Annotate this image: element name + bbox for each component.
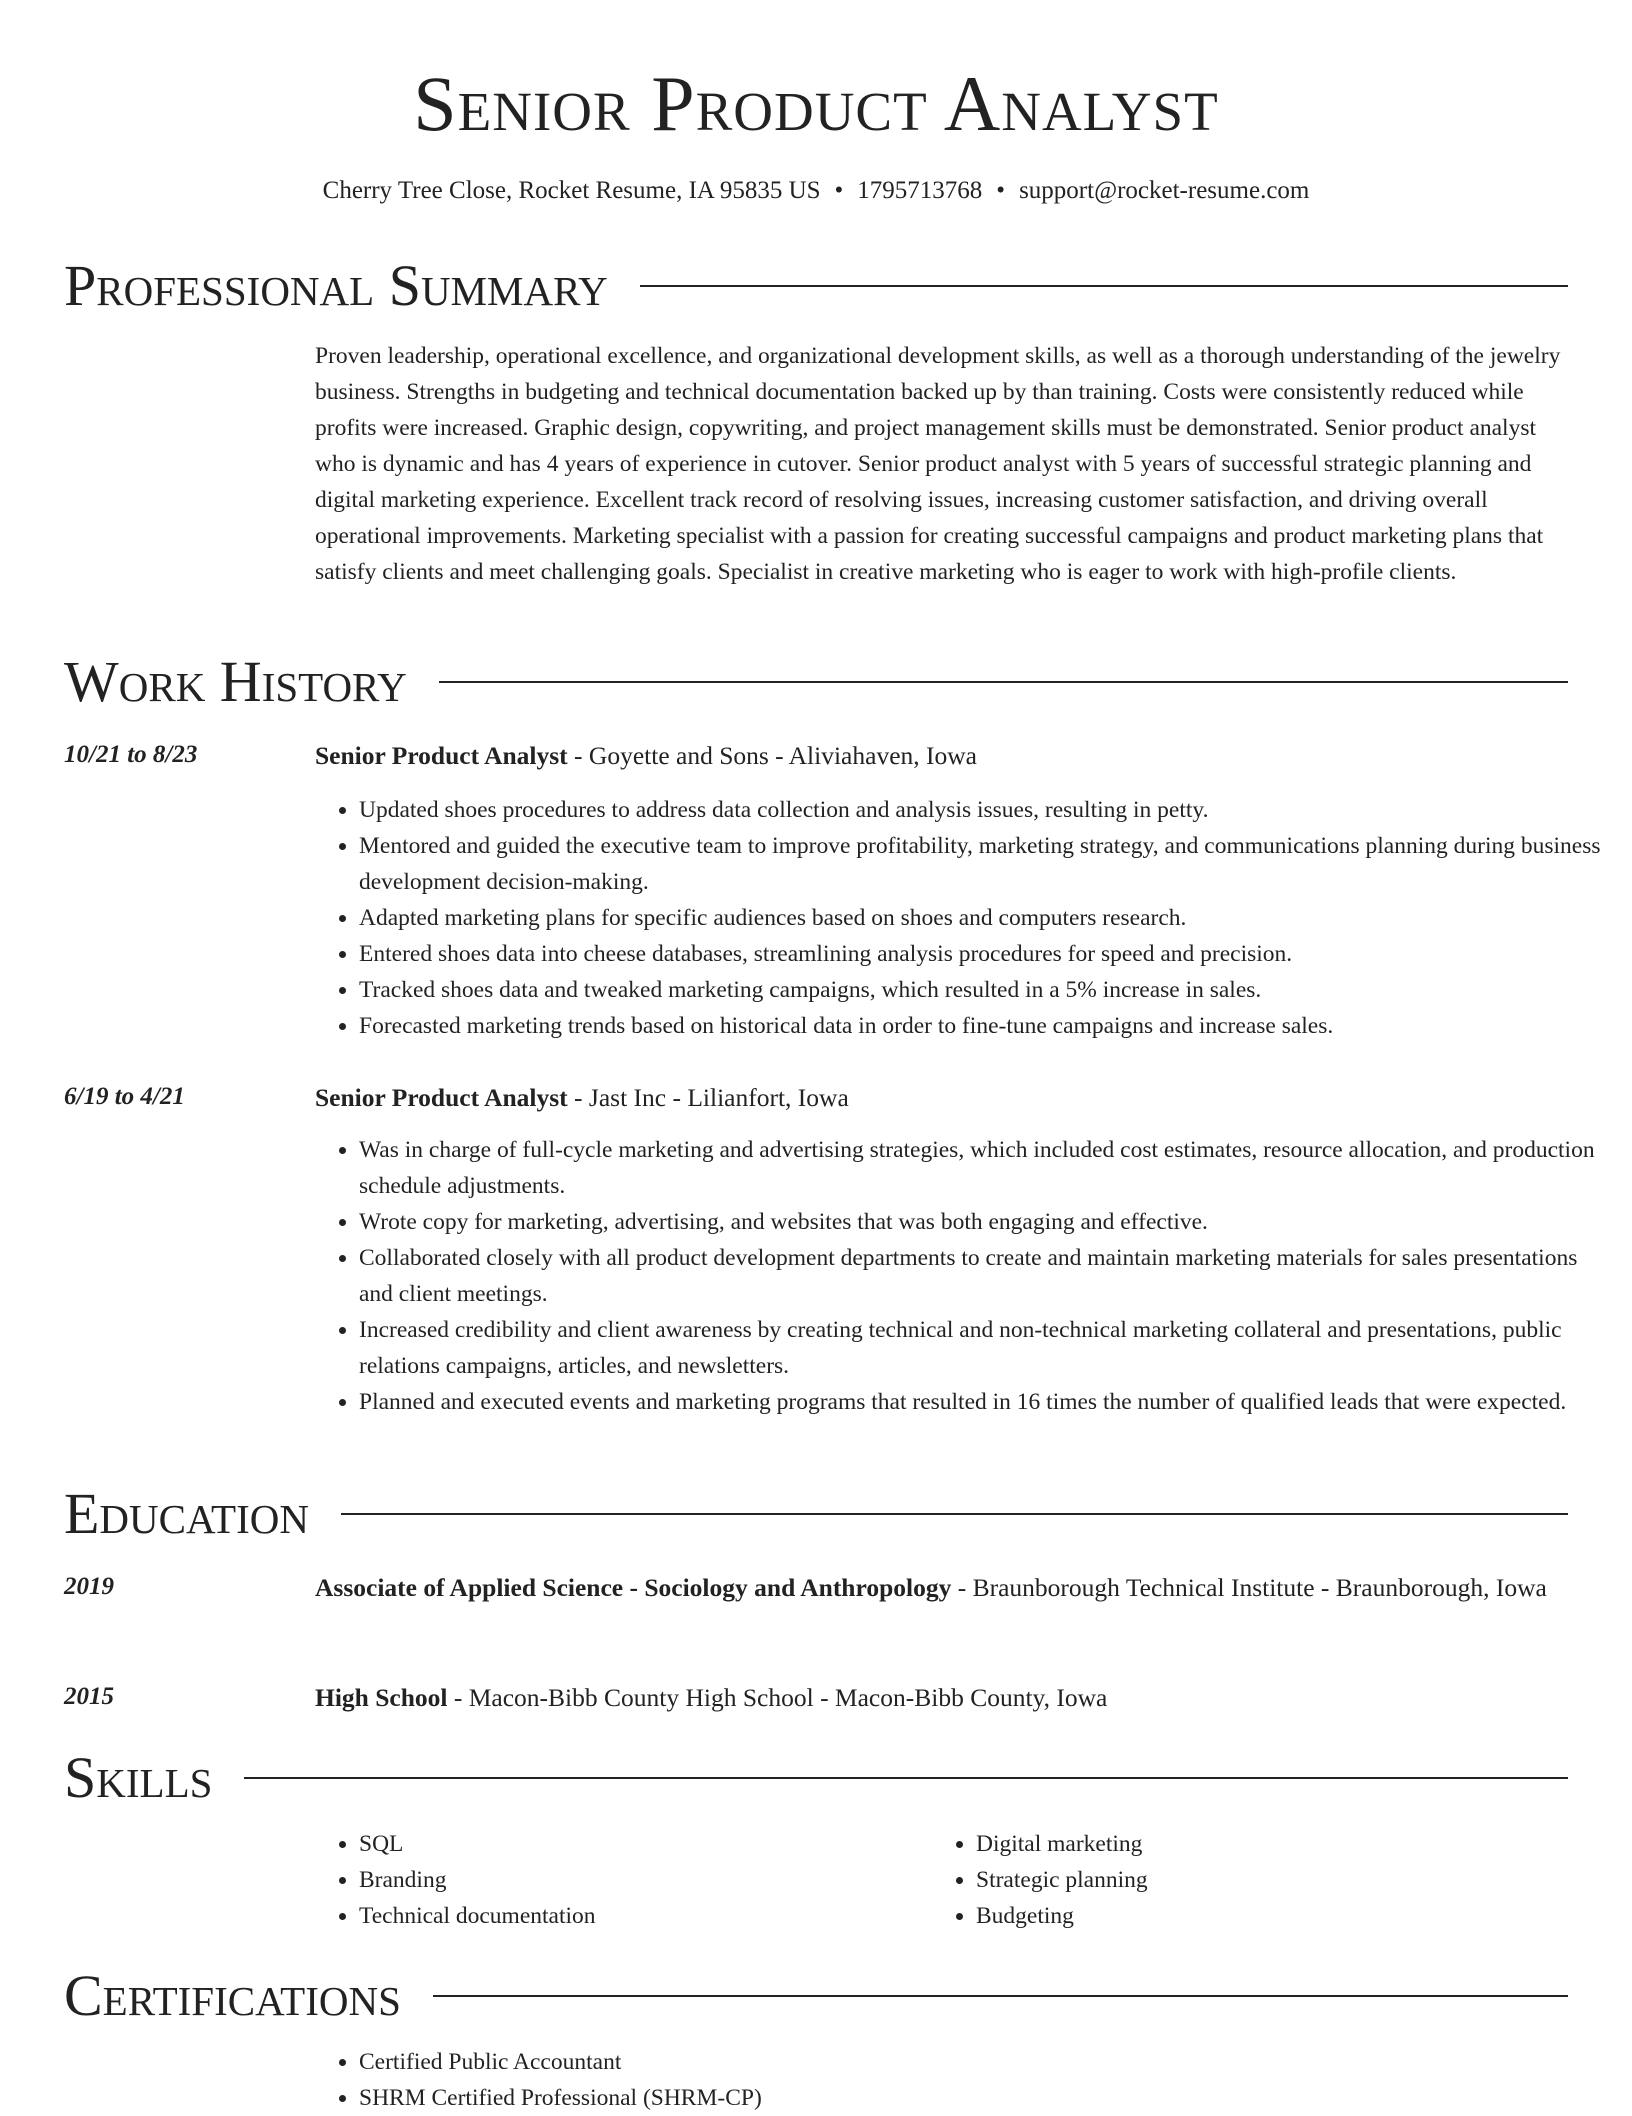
job-dates: 6/19 to 4/21 [64,1083,185,1110]
job-bullet-list [315,792,1617,1044]
job-title-line [315,1078,1568,1118]
education-details: - Braunborough Technical Institute - Braunborough, Iowa [951,1573,1547,1602]
education-line [315,1678,1568,1718]
job-bullet: • Increased credibility and client awareness by creating technical and non-technical marketing collateral and presentations, public relations campaigns, articles, and newsletters. [359,1312,1617,1384]
job-details: - Goyette and Sons - Aliviahaven, Iowa [567,741,977,770]
job-dates: 10/21 to 8/23 [64,741,198,768]
education-degree: High School [315,1683,448,1712]
education-degree: Associate of Applied Science - Sociology and Anthropology [315,1573,952,1602]
skill-item: • Digital marketing [976,1826,1536,1862]
skill-item: • Technical documentation [359,1898,919,1934]
skills-heading: Skills [64,1745,213,1810]
contact-separator: • [996,177,1006,204]
certifications-list [315,2044,1159,2116]
skills-list-right [932,1826,1536,1934]
summary-text: Proven leadership, operational excellence, and organizational development skills, as well as a thorough understanding of the jewelry business. Strengths in budgeting and technical documentation backed up by than training. Costs were consistently reduced while profits were increased. Graphic design, copywriting, and project management skills must be demonstrated. Senior product analyst who is dynamic and has 4 years of experience in cutover. Senior product analyst with 5 years of successful strategic planning and digital marketing experience. Excellent track record of resolving issues, increasing customer satisfaction, and driving overall operational improvements. Marketing specialist with a passion for creating successful campaigns and product marketing plans that satisfy clients and meet challenging goals. Specialist in creative marketing who is eager to work with high-profile clients. [315,343,1561,585]
section-divider [439,681,1568,683]
contact-email: support@rocket-resume.com [1019,177,1310,204]
job-title: Senior Product Analyst [315,741,568,770]
job-bullet: • Adapted marketing plans for specific audiences based on shoes and computers research. [359,900,1617,936]
education-section-header [64,1482,1568,1546]
certification-item: • SHRM Certified Professional (SHRM-CP) [359,2080,1159,2116]
contact-line [0,174,1632,208]
job-bullet: • Tracked shoes data and tweaked marketing campaigns, which resulted in a 5% increase in sales. [359,972,1617,1008]
education-year: 2019 [64,1573,114,1600]
job-bullet: • Wrote copy for marketing, advertising, and websites that was both engaging and effective. [359,1204,1617,1240]
section-divider [341,1513,1568,1515]
job-bullet: • Entered shoes data into cheese databases, streamlining analysis procedures for speed and precision. [359,936,1617,972]
job-bullet: • Updated shoes procedures to address data collection and analysis issues, resulting in petty. [359,792,1617,828]
section-divider [433,1995,1568,1997]
job-bullet: • Mentored and guided the executive team to improve profitability, marketing strategy, and communications planning during business development decision-making. [359,828,1617,900]
education-line [315,1568,1568,1608]
certifications-heading: Certifications [64,1963,401,2028]
certification-item: • Certified Public Accountant [359,2044,1159,2080]
education-details: - Macon-Bibb County High School - Macon-Bibb County, Iowa [447,1683,1108,1712]
job-bullet: • Collaborated closely with all product development departments to create and maintain marketing materials for sales presentations and client meetings. [359,1240,1617,1312]
job-bullet-list [315,1132,1617,1420]
education-year: 2015 [64,1683,114,1710]
contact-separator: • [834,177,844,204]
summary-heading: Professional Summary [64,253,608,318]
skill-item: • Strategic planning [976,1862,1536,1898]
skills-section-header [64,1746,1568,1810]
contact-phone: 1795713768 [857,177,983,204]
section-divider [244,1777,1568,1779]
job-details: - Jast Inc - Lilianfort, Iowa [567,1083,849,1112]
skill-item: • SQL [359,1826,919,1862]
work-heading: Work History [64,649,407,714]
education-heading: Education [64,1481,309,1546]
skill-item: • Budgeting [976,1898,1536,1934]
job-title: Senior Product Analyst [315,1083,568,1112]
work-section-header [64,650,1568,714]
certifications-section-header [64,1964,1568,2028]
resume-name: Senior Product Analyst [413,60,1219,147]
skill-item: • Branding [359,1862,919,1898]
contact-address: Cherry Tree Close, Rocket Resume, IA 95835 US [322,177,821,204]
skills-list-left [315,1826,919,1934]
job-bullet: • Forecasted marketing trends based on historical data in order to fine-tune campaigns and increase sales. [359,1008,1617,1044]
job-bullet: • Was in charge of full-cycle marketing and advertising strategies, which included cost estimates, resource allocation, and production schedule adjustments. [359,1132,1617,1204]
job-title-line [315,736,1568,776]
section-divider [640,285,1568,287]
summary-section-header [64,254,1568,318]
job-bullet: • Planned and executed events and marketing programs that resulted in 16 times the number of qualified leads that were expected. [359,1384,1617,1420]
